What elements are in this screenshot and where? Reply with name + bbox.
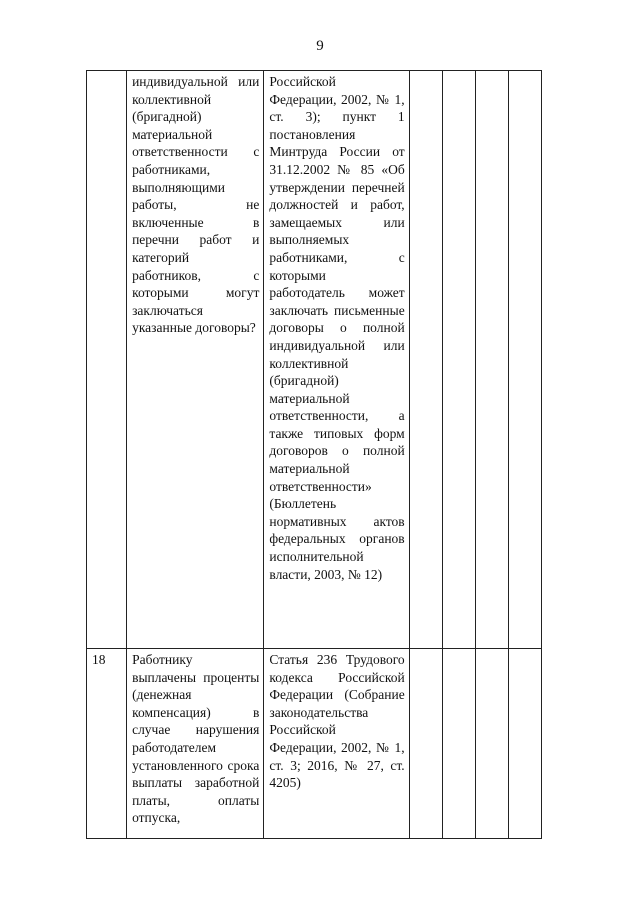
legal-reference-cell: Российской Федерации, 2002, № 1, ст. 3); пункт 1 постановления Минтруда России от 31.12.2002 № 85 «Об утверждении перечней должностей и работ, замещаемых или выполняемых работниками, с которыми работодатель может заключать письменные договоры о полной индивидуальной или коллективной (бригадной) материальной ответственности, а также типовых форм договоров о полной материальной ответственности» (Бюллетень нормативных актов федеральных органов исполнительной власти, 2003, № 12): [264, 71, 409, 649]
notes-cell: [508, 649, 541, 839]
question-cell: Работнику выплачены проценты (денежная компенсация) в случае нарушения работодателем установленного срока выплаты заработной платы, оплаты отпуска,: [127, 649, 264, 839]
legal-reference-cell: Статья 236 Трудового кодекса Российской Федерации (Собрание законодательства Российской Федерации, 2002, № 1, ст. 3; 2016, № 27, ст. 4205): [264, 649, 409, 839]
answer-yes-cell: [409, 71, 442, 649]
checklist-table: [86, 70, 542, 839]
notes-cell: [508, 71, 541, 649]
table-row: [87, 71, 542, 649]
answer-no-cell: [442, 649, 475, 839]
answer-no-cell: [442, 71, 475, 649]
answer-not-applicable-cell: [475, 71, 508, 649]
answer-not-applicable-cell: [475, 649, 508, 839]
page-number: 9: [316, 38, 324, 54]
question-cell: индивидуальной или коллективной (бригадной) материальной ответственности с работниками, выполняющими работы, не включенные в перечни работ и категорий работников, с которыми могут заключаться указанные договоры?: [127, 71, 264, 649]
answer-yes-cell: [409, 649, 442, 839]
row-number-cell: 18: [87, 649, 127, 839]
row-number-cell: [87, 71, 127, 649]
table-row: [87, 649, 542, 839]
